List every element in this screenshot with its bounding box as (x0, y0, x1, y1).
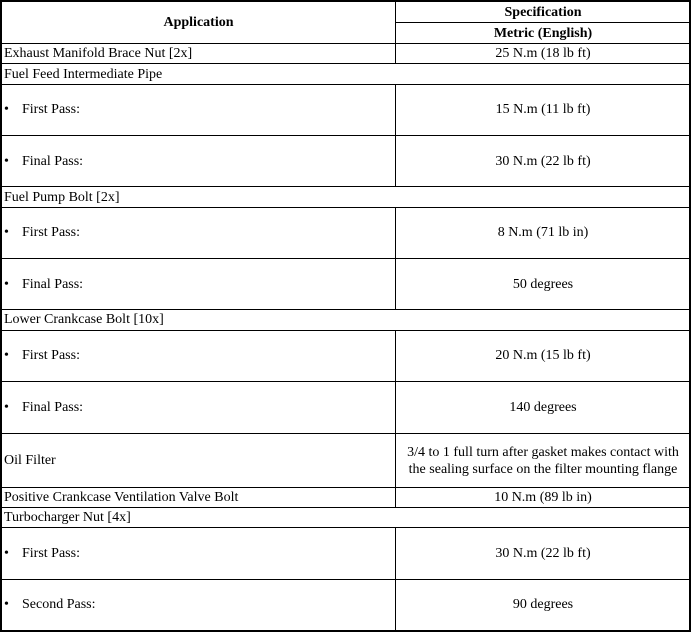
table-row (2, 330, 691, 381)
group-heading-cell: Fuel Feed Intermediate Pipe (2, 64, 691, 84)
pass-cell (2, 136, 396, 187)
spec-cell: 3/4 to 1 full turn after gasket makes contact with the sealing surface on the filter mounting flange (396, 434, 691, 487)
pass-cell (2, 528, 396, 579)
application-cell: Exhaust Manifold Brace Nut [2x] (2, 44, 396, 64)
bullet-icon: • (4, 597, 9, 613)
bullet-icon: • (4, 400, 9, 416)
pass-cell (2, 259, 396, 310)
torque-spec-table (1, 1, 691, 631)
spec-cell: 25 N.m (18 lb ft) (396, 44, 691, 64)
table-row (2, 434, 691, 487)
table-group-row (2, 64, 691, 84)
pass-label: First Pass: (22, 348, 80, 364)
pass-label: First Pass: (22, 545, 80, 561)
bullet-icon: • (4, 153, 9, 169)
application-cell: Oil Filter (2, 434, 396, 487)
table-row (2, 136, 691, 187)
spec-cell: 50 degrees (396, 259, 691, 310)
table-row (2, 84, 691, 135)
pass-label: Second Pass: (22, 597, 96, 613)
table-row (2, 579, 691, 630)
pass-cell (2, 330, 396, 381)
spec-cell: 30 N.m (22 lb ft) (396, 528, 691, 579)
header-row (2, 2, 691, 23)
table-row (2, 528, 691, 579)
table-group-row (2, 187, 691, 207)
pass-cell (2, 207, 396, 258)
pass-label: First Pass: (22, 225, 80, 241)
table-row (2, 44, 691, 64)
metric-english-header: Metric (English) (396, 23, 691, 44)
spec-cell: 15 N.m (11 lb ft) (396, 84, 691, 135)
specification-header: Specification (396, 2, 691, 23)
pass-label: Final Pass: (22, 153, 84, 169)
pass-cell (2, 381, 396, 433)
group-heading-cell: Fuel Pump Bolt [2x] (2, 187, 691, 207)
pass-label: Final Pass: (22, 276, 84, 292)
table-row (2, 207, 691, 258)
bullet-icon: • (4, 348, 9, 364)
group-heading-cell: Lower Crankcase Bolt [10x] (2, 310, 691, 330)
bullet-icon: • (4, 225, 9, 241)
application-cell: Positive Crankcase Ventilation Valve Bolt (2, 487, 396, 507)
bullet-icon: • (4, 102, 9, 118)
pass-cell (2, 579, 396, 630)
pass-label: First Pass: (22, 102, 80, 118)
bullet-icon: • (4, 545, 9, 561)
group-heading-cell: Turbocharger Nut [4x] (2, 507, 691, 527)
table-group-row (2, 507, 691, 527)
pass-label: Final Pass: (22, 400, 84, 416)
spec-cell: 20 N.m (15 lb ft) (396, 330, 691, 381)
table-group-row (2, 310, 691, 330)
spec-cell: 8 N.m (71 lb in) (396, 207, 691, 258)
spec-cell: 10 N.m (89 lb in) (396, 487, 691, 507)
spec-cell: 90 degrees (396, 579, 691, 630)
pass-cell (2, 84, 396, 135)
spec-cell: 140 degrees (396, 381, 691, 433)
table-row (2, 487, 691, 507)
table-row (2, 381, 691, 433)
application-header: Application (2, 2, 396, 44)
bullet-icon: • (4, 276, 9, 292)
table-row (2, 259, 691, 310)
spec-cell: 30 N.m (22 lb ft) (396, 136, 691, 187)
